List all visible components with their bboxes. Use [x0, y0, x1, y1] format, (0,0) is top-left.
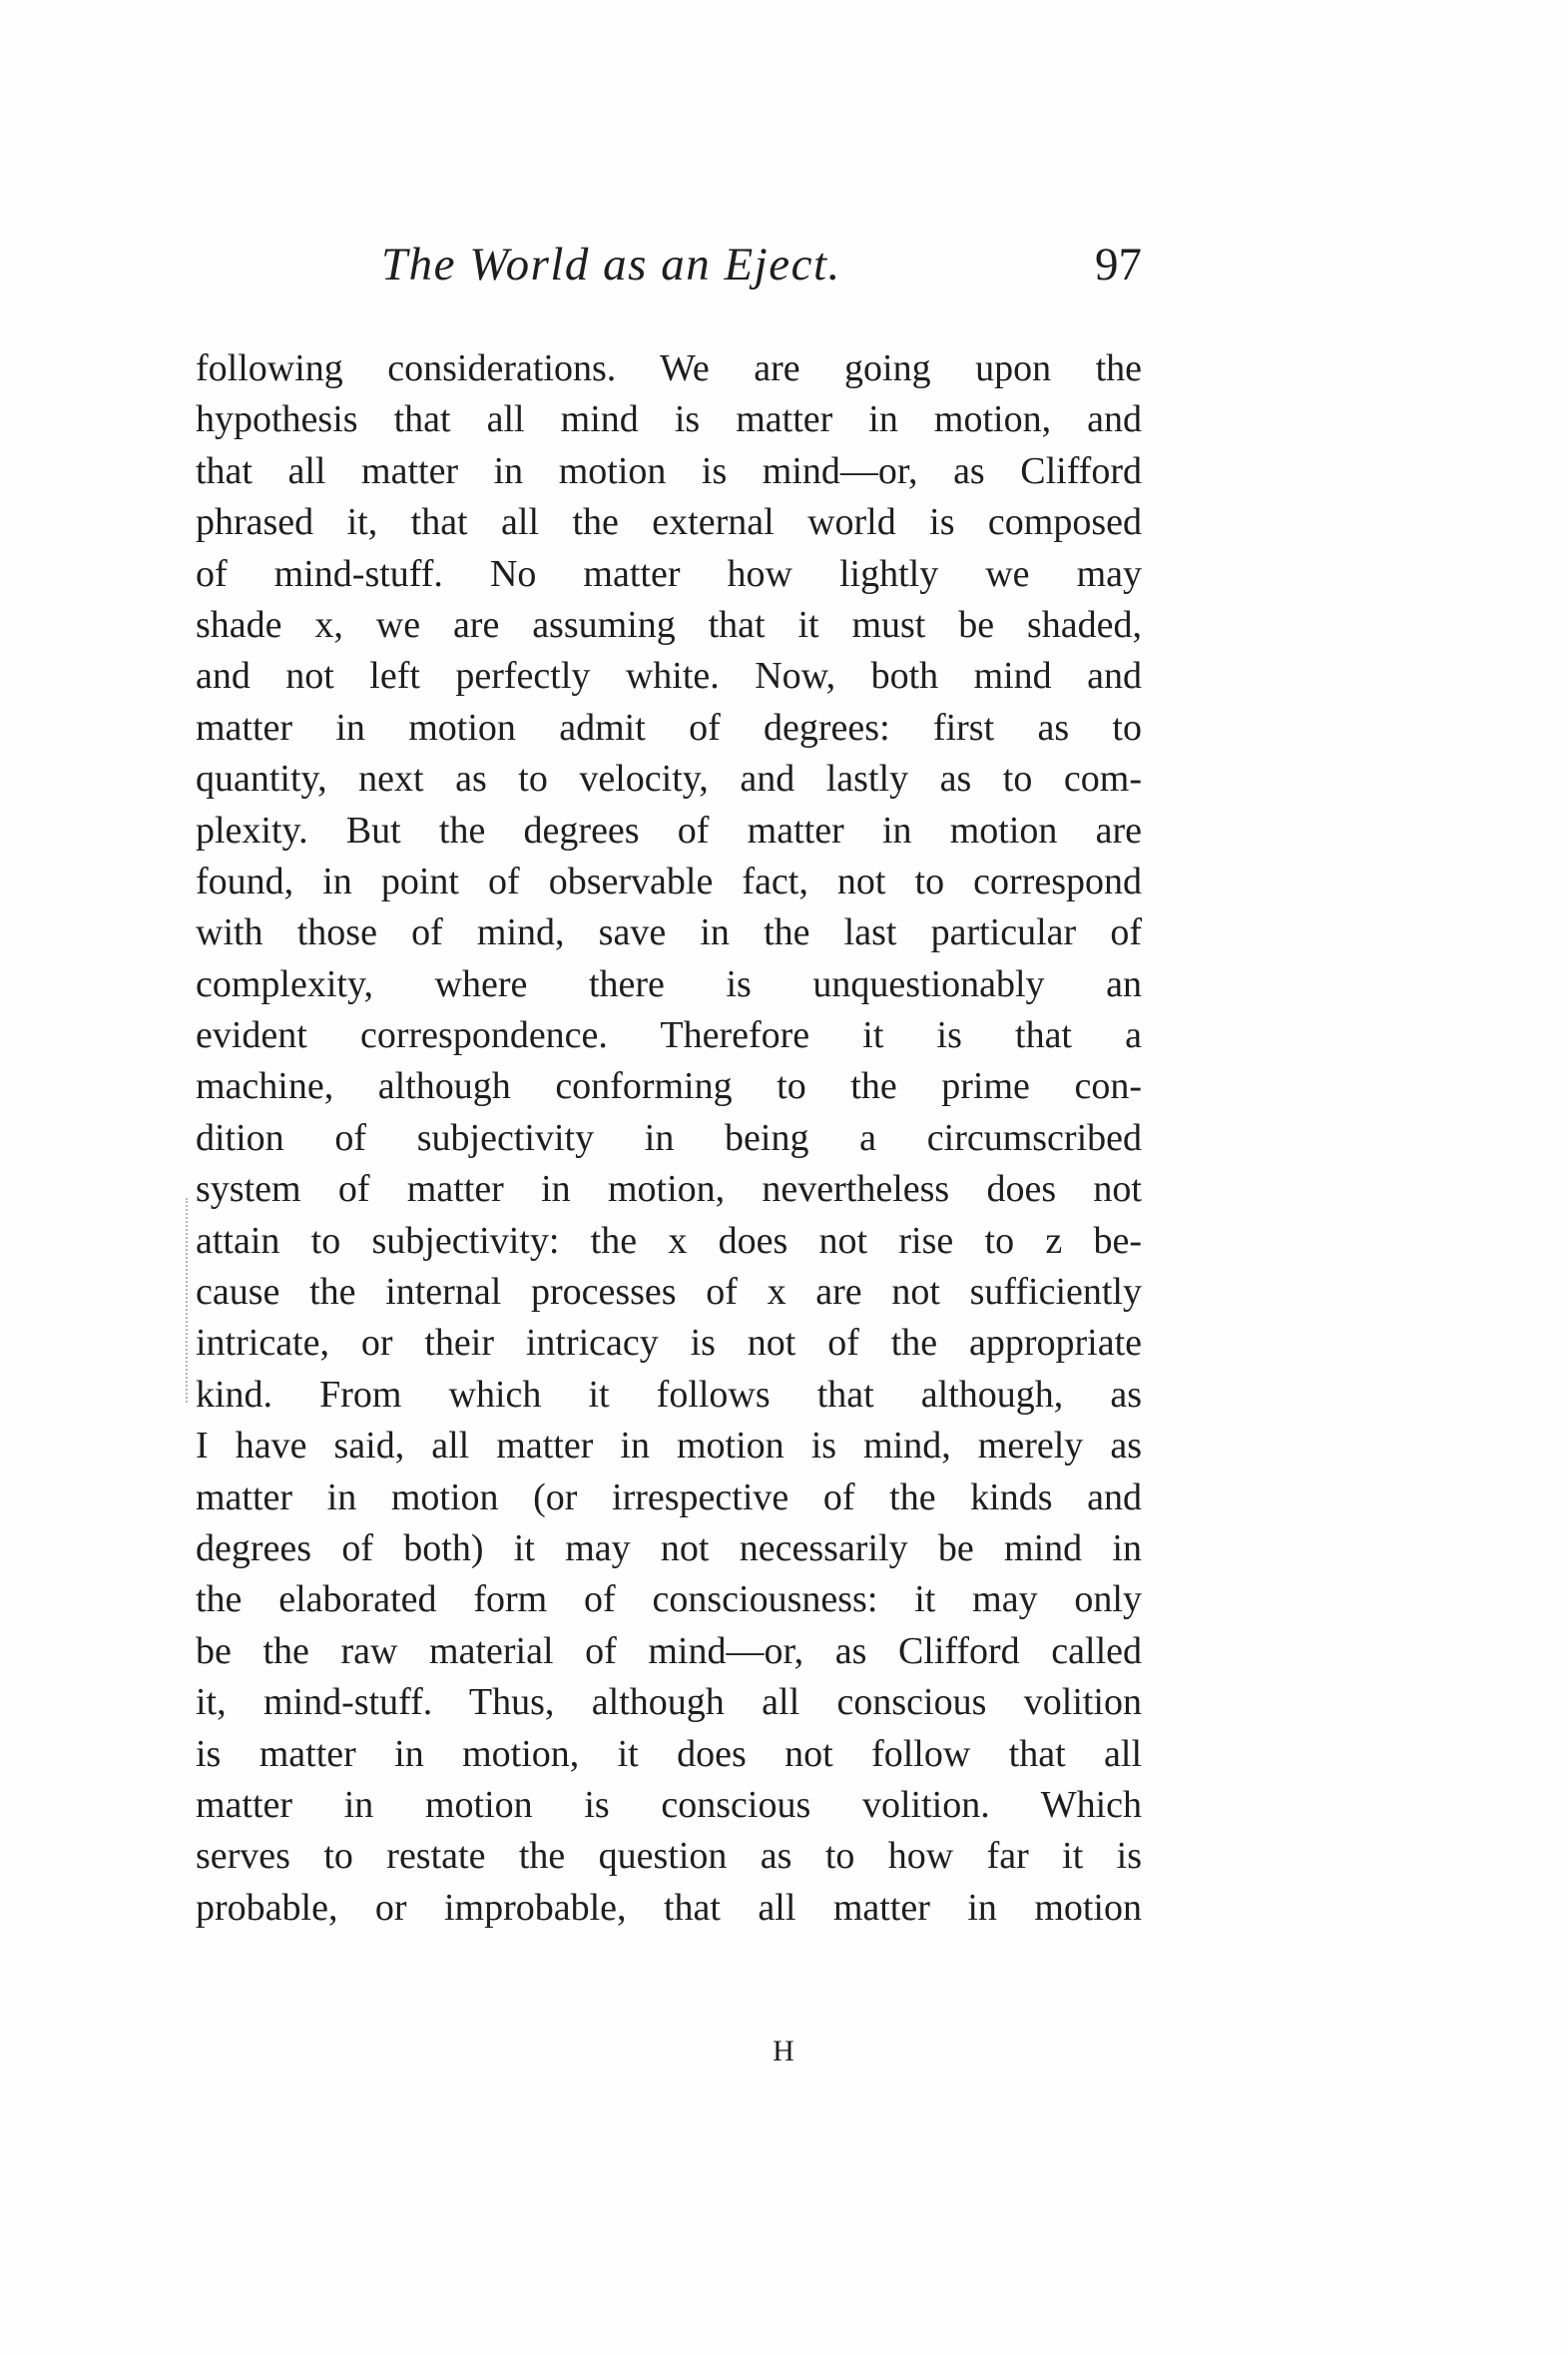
body-text [196, 343, 1142, 1934]
text-line: degrees of both) it may not necessarily be mind in [196, 1526, 1142, 1569]
text-line: plexity. But the degrees of matter in motion are [196, 809, 1142, 852]
text-line: system of matter in motion, nevertheless does not [196, 1168, 1142, 1211]
signature-mark: H [773, 2035, 795, 2067]
text-line: matter in motion is conscious volition. Which [196, 1783, 1142, 1826]
text-line: following considerations. We are going upon the [196, 347, 1142, 389]
text-line: intricate, or their intricacy is not of the appropriate [196, 1322, 1142, 1365]
text-line: attain to subjectivity: the x does not rise to z be- [196, 1219, 1142, 1262]
running-title: The World as an Eject. [381, 239, 841, 291]
text-line: evident correspondence. Therefore it is that a [196, 1014, 1142, 1057]
margin-mark [186, 1198, 190, 1403]
text-line: it, mind-stuff. Thus, although all conscious volition [196, 1681, 1142, 1724]
text-line: matter in motion admit of degrees: first as to [196, 706, 1142, 749]
text-line: dition of subjectivity in being a circumscribed [196, 1116, 1142, 1159]
text-line: be the raw material of mind—or, as Clifford called [196, 1629, 1142, 1672]
page-number: 97 [1095, 239, 1142, 291]
text-line: the elaborated form of consciousness: it may only [196, 1578, 1142, 1621]
text-line: found, in point of observable fact, not to correspond [196, 860, 1142, 902]
text-line: with those of mind, save in the last particular of [196, 911, 1142, 954]
text-line: quantity, next as to velocity, and lastly as to com- [196, 758, 1142, 801]
text-line: hypothesis that all mind is matter in motion, and [196, 398, 1142, 441]
text-line: is matter in motion, it does not follow that all [196, 1732, 1142, 1775]
text-line: kind. From which it follows that although, as [196, 1373, 1142, 1416]
text-line: machine, although conforming to the prime con- [196, 1065, 1142, 1108]
text-line: matter in motion (or irrespective of the kinds and [196, 1475, 1142, 1518]
text-line: of mind-stuff. No matter how lightly we may [196, 552, 1142, 595]
text-line: and not left perfectly white. Now, both mind and [196, 655, 1142, 698]
text-line: complexity, where there is unquestionably an [196, 962, 1142, 1005]
text-line: I have said, all matter in motion is mind, merely as [196, 1425, 1142, 1468]
text-line: cause the internal processes of x are not sufficiently [196, 1271, 1142, 1314]
text-line: phrased it, that all the external world is composed [196, 501, 1142, 544]
text-line: serves to restate the question as to how far it is [196, 1835, 1142, 1878]
text-line: that all matter in motion is mind—or, as Clifford [196, 449, 1142, 492]
running-head [196, 238, 1142, 307]
text-line: shade x, we are assuming that it must be shaded, [196, 603, 1142, 646]
text-line: probable, or improbable, that all matter in motion [196, 1886, 1142, 1929]
